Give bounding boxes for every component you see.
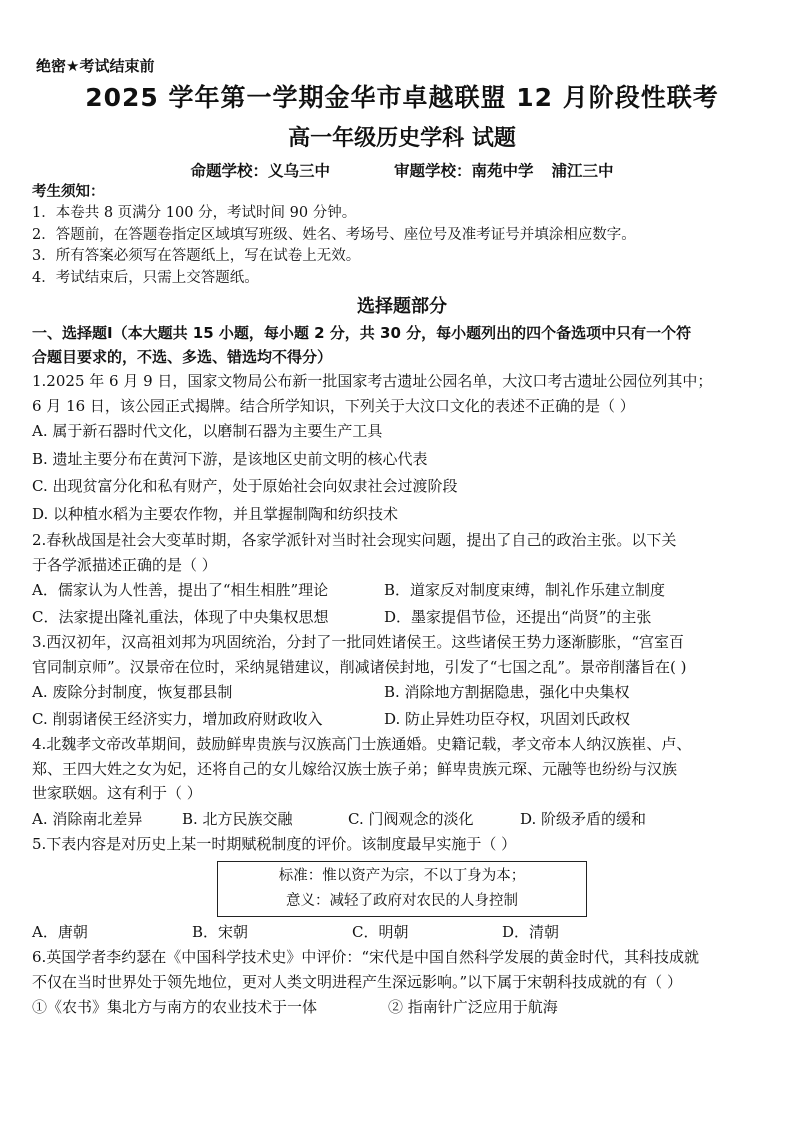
question-3-option-a: A. 废除分封制度，恢复郡县制 xyxy=(32,683,233,701)
question-2-options-row-1 xyxy=(32,577,772,604)
reviewer-school: 审题学校：南苑中学 xyxy=(393,162,534,180)
exam-title: 2025 学年第一学期金华市卓越联盟 12 月阶段性联考 xyxy=(85,83,719,112)
question-3-option-c: C. 削弱诸侯王经济实力，增加政府财政收入 xyxy=(32,709,323,728)
part-instructions-2: 合题目要求的，不选、多选、错选均不得分） xyxy=(32,348,333,366)
question-4-option-c: C. 门阀观念的淡化 xyxy=(348,809,474,828)
notice-heading: 考生须知： xyxy=(32,184,105,200)
part-instructions-1: 一、选择题Ⅰ（本大题共 15 小题，每小题 2 分，共 30 分，每小题列出的四个备选项中只有一个符 xyxy=(32,324,692,342)
notice-item: 3．所有答案必须写在答题纸上，写在试卷上无效。 xyxy=(32,248,361,264)
proposer-school: 命题学校：义乌三中 xyxy=(190,162,330,180)
question-2-option-a: A．儒家认为人性善，提出了“相生相胜”理论 xyxy=(32,581,329,599)
question-1-option-b: B. 遗址主要分布在黄河下游，是该地区史前文明的核心代表 xyxy=(32,449,428,468)
question-5-option-a: A．唐朝 xyxy=(32,922,88,941)
question-4-stem-cont: 郑、王四大姓之女为妃，还将自己的女儿嫁给汉族士族子弟；鲜卑贵族元琛、元融等也纷纷与汉族 xyxy=(32,759,678,778)
question-3-option-b: B. 消除地方割据隐患，强化中央集权 xyxy=(384,683,630,701)
question-3-options-row-2 xyxy=(32,706,772,733)
question-5-stem: 5.下表内容是对历史上某一时期赋税制度的评价。该制度最早实施于（ ） xyxy=(32,835,517,853)
question-2-option-d: D．墨家提倡节俭，还提出“尚贤”的主张 xyxy=(384,607,652,626)
table-row-standard: 标准：惟以资产为宗，不以丁身为本； xyxy=(278,867,526,884)
question-4-stem: 4.北魏孝文帝改革期间，鼓励鲜卑贵族与汉族高门士族通婚。史籍记载，孝文帝本人纳汉族崔、卢、 xyxy=(32,735,692,753)
question-1-option-d: D. 以种植水稻为主要农作物，并且掌握制陶和纺织技术 xyxy=(32,504,399,523)
question-5-option-b: B．宋朝 xyxy=(192,922,249,941)
school-line xyxy=(32,160,772,182)
question-1-stem-cont: 6 月 16 日，该公园正式揭牌。结合所学知识，下列关于大汶口文化的表述不正确的是（ ） xyxy=(32,396,635,415)
question-6-statement-2: ② 指南针广泛应用于航海 xyxy=(388,998,558,1016)
question-2-options-row-2 xyxy=(32,604,772,631)
question-2-stem-cont: 于各学派描述正确的是（ ） xyxy=(32,555,217,574)
reviewer-school-2: 浦江三中 xyxy=(551,162,614,180)
question-3-stem-cont: 官同制京师”。汉景帝在位时，采纳晁错建议，削减诸侯封地，引发了“七国之乱”。景帝削藩旨在( ) xyxy=(32,657,687,676)
question-6-statement-1: ①《农书》集北方与南方的农业技术于一体 xyxy=(32,998,318,1016)
question-5-option-c: C．明朝 xyxy=(352,922,409,941)
question-3-option-d: D. 防止异姓功臣夺权，巩固刘氏政权 xyxy=(384,709,631,728)
question-1-stem: 1.2025 年 6 月 9 日，国家文物局公布新一批国家考古遗址公园名单，大汶口考古遗址公园位列其中； xyxy=(32,372,713,390)
question-4-option-a: A. 消除南北差异 xyxy=(32,809,143,828)
question-1-option-a: A. 属于新石器时代文化，以磨制石器为主要生产工具 xyxy=(32,422,383,440)
question-1-option-c: C. 出现贫富分化和私有财产，处于原始社会向奴隶社会过渡阶段 xyxy=(32,477,458,495)
question-4-option-b: B. 北方民族交融 xyxy=(182,809,293,828)
question-3-stem: 3.西汉初年，汉高祖刘邦为巩固统治，分封了一批同姓诸侯王。这些诸侯王势力逐渐膨胀，“宫室百 xyxy=(32,633,684,651)
question-4-options xyxy=(32,806,772,833)
question-6-stem: 6.英国学者李约瑟在《中国科学技术史》中评价：“宋代是中国自然科学发展的黄金时代，其科技成就 xyxy=(32,948,699,966)
question-5-options xyxy=(32,919,772,946)
question-6-statements xyxy=(32,994,772,1020)
exam-page xyxy=(32,56,772,1020)
question-5-table xyxy=(217,861,587,917)
notice-item: 4．考试结束后，只需上交答题纸。 xyxy=(32,269,259,286)
question-2-stem: 2.春秋战国是社会大变革时期，各家学派针对当时社会现实问题，提出了自己的政治主张。以下关 xyxy=(32,531,677,549)
exam-subtitle: 高一年级历史学科 试题 xyxy=(288,126,516,151)
confidential-mark: 绝密★考试结束前 xyxy=(36,57,155,75)
question-5-option-d: D．清朝 xyxy=(502,922,560,941)
table-row-significance: 意义：减轻了政府对农民的人身控制 xyxy=(286,892,518,909)
question-3-options-row-1 xyxy=(32,679,772,706)
notice-item: 1．本卷共 8 页满分 100 分，考试时间 90 分钟。 xyxy=(32,205,357,221)
section-title: 选择题部分 xyxy=(357,296,447,317)
question-4-option-d: D. 阶级矛盾的缓和 xyxy=(520,809,647,828)
question-4-stem-cont-2: 世家联姻。这有利于（ ） xyxy=(32,784,202,802)
notice-item: 2．答题前，在答题卷指定区域填写班级、姓名、考场号、座位号及准考证号并填涂相应数字。 xyxy=(32,226,636,243)
question-2-option-b: B．道家反对制度束缚，制礼作乐建立制度 xyxy=(384,581,666,599)
question-6-stem-cont: 不仅在当时世界处于领先地位，更对人类文明进程产生深远影响。”以下属于宋朝科技成就的有（ ） xyxy=(32,972,682,991)
question-2-option-c: C．法家提出隆礼重法，体现了中央集权思想 xyxy=(32,607,329,626)
